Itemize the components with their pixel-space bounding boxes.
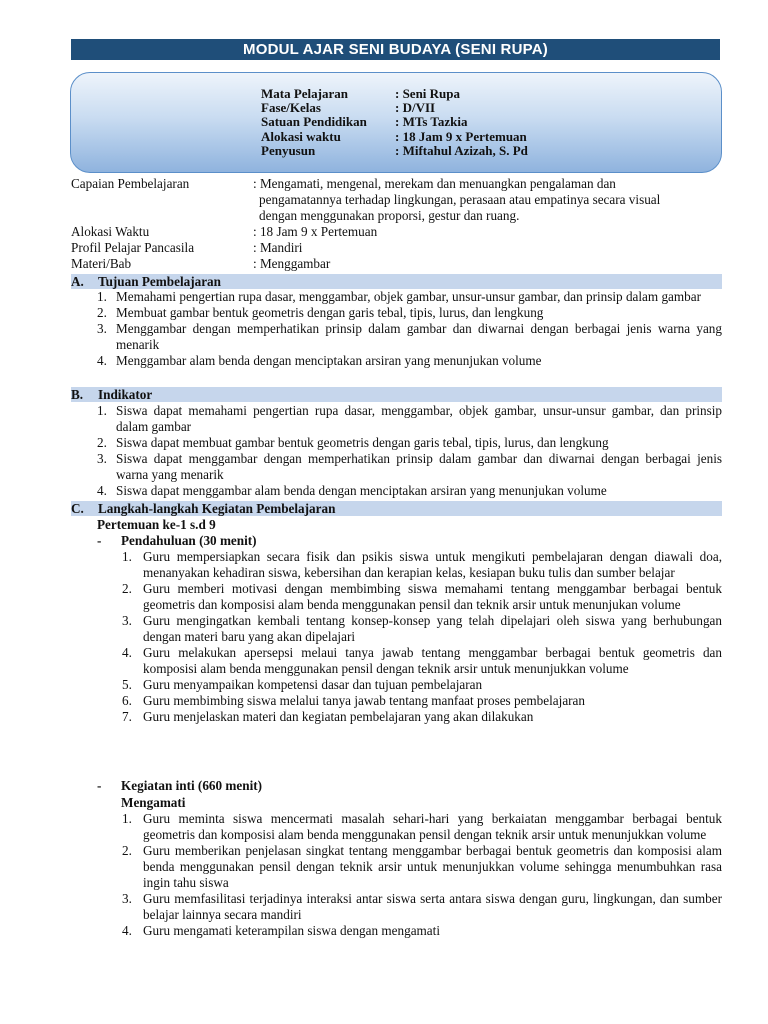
document-title: MODUL AJAR SENI BUDAYA (SENI RUPA) (71, 39, 720, 60)
info-label: Mata Pelajaran (261, 86, 349, 101)
list-item: 2. Guru memberikan penjelasan singkat tentang menggambar berbagai bentuk geometris dan komposisi alam benda menggunakan pensil dengan teknik arsir untuk menunjukkan volume sehingga menumbuhkan rasa ingin tahu siswa (122, 843, 722, 890)
info-table (261, 87, 528, 158)
section-b-list (97, 403, 722, 499)
meta-row-capaian-cont (71, 208, 722, 224)
info-row (261, 115, 528, 129)
meta-value-cont: dengan menggunakan proporsi, gestur dan ruang. (259, 208, 520, 223)
info-label: Penyusun (261, 142, 316, 158)
section-title: Langkah-langkah Kegiatan Pembelajaran (98, 501, 336, 516)
meta-value: : Mandiri (253, 240, 303, 255)
list-item: 5. Guru menyampaikan kompetensi dasar dan tujuan pembelajaran (122, 677, 483, 692)
list-item: 1. Guru meminta siswa mencermati masalah sehari-hari yang berkaiatan menggambar berbagai bentuk geometris dan komposisi alam benda menggunakan pensil dengan teknik arsir untuk menunjukkan volume (122, 811, 722, 842)
mengamati-heading: Mengamati (121, 795, 186, 810)
list-item: 4. Guru melakukan apersepsi melaui tanya jawab tentang menggambar berbagai bentuk geometris dan komposisi alam benda menggunakan pensil dengan teknik arsir untuk menunjukkan volume (122, 645, 722, 676)
pendahuluan-heading: - Pendahuluan (30 menit) (97, 533, 257, 548)
section-a-heading (71, 274, 722, 289)
meta-label: Profil Pelajar Pancasila (71, 240, 195, 255)
info-value: : 18 Jam 9 x Pertemuan (395, 128, 527, 144)
section-b-heading (71, 387, 722, 402)
meta-row-materi (71, 256, 722, 272)
kegiatan-inti-heading: - Kegiatan inti (660 menit) (97, 778, 263, 793)
meta-label: Alokasi Waktu (71, 224, 150, 239)
info-row (261, 144, 528, 158)
meta-value: : Menggambar (253, 256, 331, 271)
list-item: 2. Siswa dapat membuat gambar bentuk geometris dengan garis tebal, tipis, lurus, dan lengkung (97, 435, 609, 450)
section-letter: C. (71, 501, 84, 516)
section-c-heading (71, 501, 722, 516)
list-item: 6. Guru membimbing siswa melalui tanya jawab tentang manfaat proses pembelajaran (122, 693, 586, 708)
list-item: 2. Guru memberi motivasi dengan membimbing siswa memahami tentang menggambar berbagai bentuk geometris dan komposisi alam benda menggunakan pensil dan teknik arsir untuk menunjukan volume (122, 581, 722, 612)
info-value: : D/VII (395, 100, 436, 116)
inti-list (122, 811, 722, 939)
info-value: : Seni Rupa (395, 86, 461, 101)
list-item: 4. Menggambar alam benda dengan menciptakan arsiran yang menunjukan volume (97, 353, 542, 368)
list-item: 3. Siswa dapat menggambar dengan memperhatikan prinsip dalam gambar dan diwarnai dengan berbagai jenis warna yang menarik (97, 451, 722, 482)
meta-value: : Mengamati, mengenal, merekam dan menuangkan pengalaman dan (253, 176, 616, 191)
list-item: 1. Guru mempersiapkan secara fisik dan psikis siswa untuk mengikuti pembelajaran dengan diawali doa, menanyakan kehadiran siswa, kebersihan dan kerapian kelas, kesiapan buku tulis dan sumber belajar (122, 549, 722, 580)
list-item: 1. Siswa dapat memahami pengertian rupa dasar, menggambar, objek gambar, unsur-unsur gambar, dan prinsip dalam gambar (97, 403, 722, 434)
section-letter: A. (71, 274, 84, 289)
info-value: : Miftahul Azizah, S. Pd (395, 142, 528, 158)
info-label: Satuan Pendidikan (261, 114, 367, 130)
meta-row-capaian (71, 176, 722, 192)
list-item: 3. Menggambar dengan memperhatikan prinsip dalam gambar dan diwarnai dengan berbagai jenis warna yang menarik (97, 321, 722, 352)
meta-row-capaian-cont (71, 192, 722, 208)
list-item: 2. Membuat gambar bentuk geometris dengan garis tebal, tipis, lurus, dan lengkung (97, 305, 544, 320)
meta-row-profil (71, 240, 722, 256)
section-letter: B. (71, 387, 84, 402)
meta-row-alokasi (71, 224, 722, 240)
meta-value-cont: pengamatannya terhadap lingkungan, perasaan atau empatinya secara visual (259, 192, 661, 207)
meta-label: Capaian Pembelajaran (71, 176, 190, 191)
section-title: Tujuan Pembelajaran (98, 274, 221, 289)
info-row (261, 87, 528, 101)
list-item: 7. Guru menjelaskan materi dan kegiatan pembelajaran yang akan dilakukan (122, 709, 534, 724)
meta-label: Materi/Bab (71, 256, 132, 271)
info-row (261, 130, 528, 144)
meta-value: : 18 Jam 9 x Pertemuan (253, 224, 378, 239)
list-item: 3. Guru memfasilitasi terjadinya interaksi antar siswa serta antara siswa dengan guru, lingkungan, dan sumber belajar lainnya secara mandiri (122, 891, 722, 922)
info-value: : MTs Tazkia (395, 114, 468, 130)
section-a-list (97, 289, 722, 369)
list-item: 4. Siswa dapat menggambar alam benda dengan menciptakan arsiran yang menunjukan volume (97, 483, 607, 498)
info-row (261, 101, 528, 115)
list-item: 3. Guru mengingatkan kembali tentang konsep-konsep yang telah dipelajari oleh siswa yang berhubungan dengan materi baru yang akan dipelajari (122, 613, 722, 644)
pendahuluan-list (122, 549, 722, 725)
meta-block (71, 176, 722, 272)
info-label: Alokasi waktu (261, 128, 341, 144)
meeting-heading: Pertemuan ke-1 s.d 9 (97, 517, 216, 532)
info-label: Fase/Kelas (261, 100, 321, 116)
section-title: Indikator (98, 387, 153, 402)
list-item: 1. Memahami pengertian rupa dasar, menggambar, objek gambar, unsur-unsur gambar, dan prinsip dalam gambar (97, 289, 702, 304)
list-item: 4. Guru mengamati keterampilan siswa dengan mengamati (122, 923, 440, 938)
